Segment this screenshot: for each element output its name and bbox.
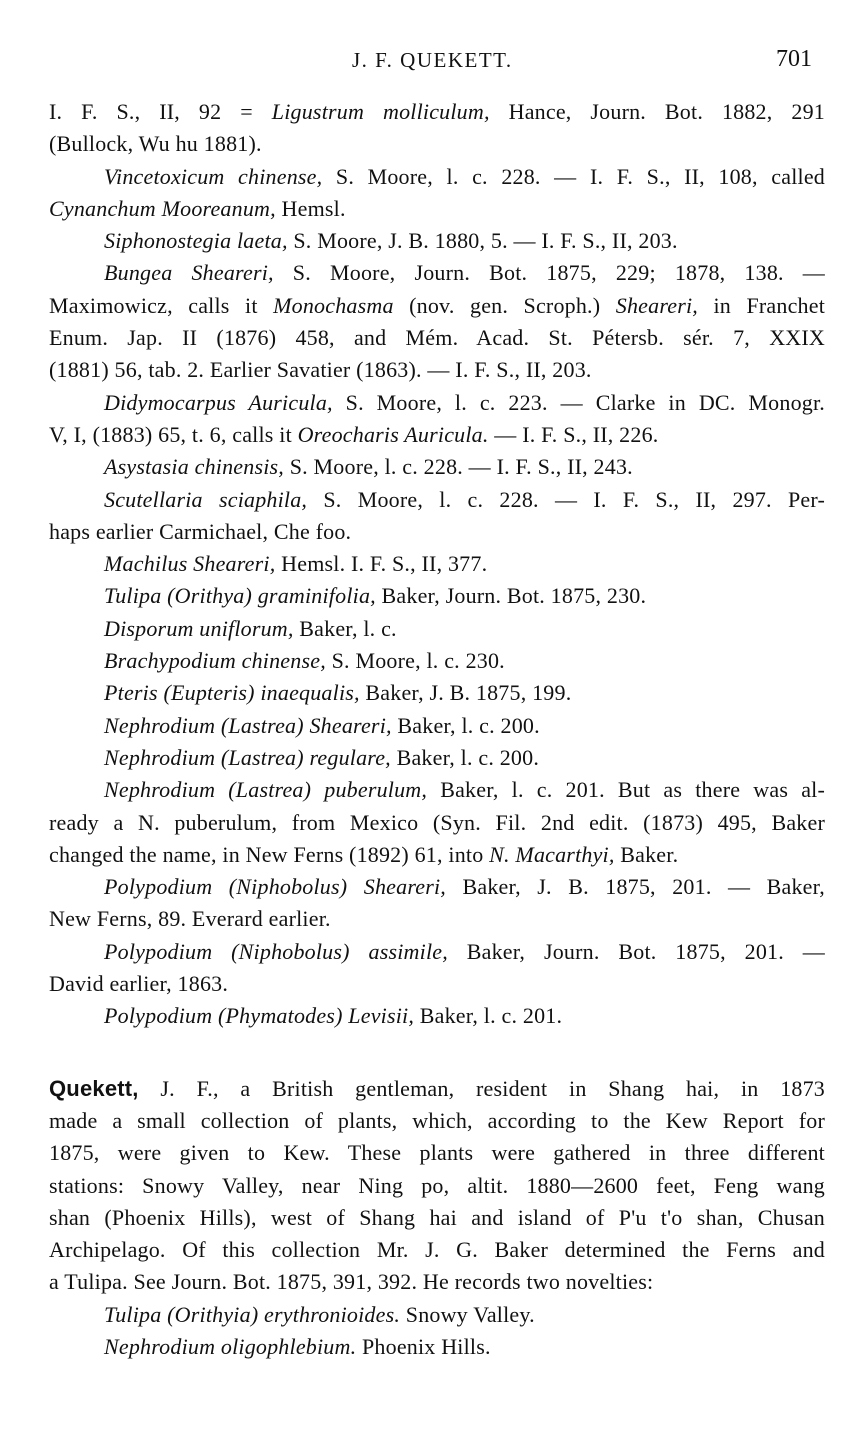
taxon-name: Ligustrum molliculum, bbox=[271, 99, 490, 124]
text-line: Didymocarpus Auricula, S. Moore, l. c. 223. — Clarke in DC. Monogr. bbox=[104, 389, 825, 415]
text-line: David earlier, 1863. bbox=[49, 971, 229, 997]
text-line: Brachypodium chinense, S. Moore, l. c. 230. bbox=[104, 648, 505, 674]
text-line: New Ferns, 89. Everard earlier. bbox=[49, 906, 331, 932]
text-line: stations: Snowy Valley, near Ning po, altit. 1880—2600 feet, Feng wang bbox=[49, 1172, 825, 1198]
text-line: Pteris (Eupteris) inaequalis, Baker, J. B. 1875, 199. bbox=[104, 680, 572, 706]
text-line: haps earlier Carmichael, Che foo. bbox=[49, 518, 352, 544]
text-line: 1875, were given to Kew. These plants were gathered in three different bbox=[49, 1140, 825, 1166]
text-line: ready a N. puberulum, from Mexico (Syn. Fil. 2nd edit. (1873) 495, Baker bbox=[49, 809, 825, 835]
text-line: Archipelago. Of this collection Mr. J. G. Baker determined the Ferns and bbox=[49, 1237, 825, 1263]
taxon-name: Polypodium (Niphobolus) assimile, bbox=[104, 938, 448, 964]
text-line: Quekett, J. F., a British gentleman, resident in Shang hai, in 1873 bbox=[49, 1075, 825, 1101]
text-line: changed the name, in New Ferns (1892) 61, into N. Macarthyi, Baker. bbox=[49, 841, 679, 867]
text-line: V, I, (1883) 65, t. 6, calls it Oreocharis Auricula. — I. F. S., II, 226. bbox=[49, 421, 659, 447]
text-line: Vincetoxicum chinense, S. Moore, l. c. 228. — I. F. S., II, 108, called bbox=[104, 163, 825, 189]
text-line: Siphonostegia laeta, S. Moore, J. B. 1880, 5. — I. F. S., II, 203. bbox=[104, 228, 678, 254]
taxon-name: Pteris (Eupteris) inaequalis, bbox=[104, 680, 360, 706]
taxon-name: Brachypodium chinense, bbox=[104, 648, 326, 674]
taxon-name: Nephrodium (Lastrea) puberulum, bbox=[104, 777, 428, 803]
text-line: Bungea Sheareri, S. Moore, Journ. Bot. 1875, 229; 1878, 138. — bbox=[104, 260, 825, 286]
taxon-name: Bungea Sheareri, bbox=[104, 260, 274, 286]
text-line: Asystasia chinensis, S. Moore, l. c. 228. — I. F. S., II, 243. bbox=[104, 454, 633, 480]
taxon-name: Asystasia chinensis, bbox=[104, 454, 284, 480]
taxon-name: N. Macarthyi, bbox=[489, 841, 615, 867]
text-line: made a small collection of plants, which, according to the Kew Report for bbox=[49, 1107, 825, 1133]
running-head: J. F. QUEKETT. bbox=[352, 48, 513, 72]
text-line: Nephrodium (Lastrea) regulare, Baker, l. c. 200. bbox=[104, 744, 540, 770]
text-line: Polypodium (Phymatodes) Levisii, Baker, l. c. 201. bbox=[104, 1003, 563, 1029]
text-line: Polypodium (Niphobolus) Sheareri, Baker, J. B. 1875, 201. — Baker, bbox=[104, 874, 825, 900]
text-line: (1881) 56, tab. 2. Earlier Savatier (1863). — I. F. S., II, 203. bbox=[49, 357, 592, 383]
taxon-name: Nephrodium (Lastrea) Sheareri, bbox=[104, 712, 392, 738]
taxon-name: Monochasma bbox=[273, 292, 394, 318]
taxon-name: Tulipa (Orithya) graminifolia, bbox=[104, 583, 376, 609]
taxon-name: Cynanchum Mooreanum, bbox=[49, 195, 276, 221]
text-line: Tulipa (Orithyia) erythronioides. Snowy Valley. bbox=[104, 1301, 535, 1327]
taxon-name: Tulipa (Orithyia) erythronioides. bbox=[104, 1301, 401, 1327]
text-line: Nephrodium oligophlebium. Phoenix Hills. bbox=[104, 1333, 491, 1359]
taxon-name: Polypodium (Niphobolus) Sheareri, bbox=[104, 874, 447, 900]
text-line: a Tulipa. See Journ. Bot. 1875, 391, 392. He records two novelties: bbox=[49, 1269, 654, 1295]
text-line: (Bullock, Wu hu 1881). bbox=[49, 131, 262, 157]
taxon-name: Scutellaria sciaphila, bbox=[104, 486, 308, 512]
text-line: Enum. Jap. II (1876) 458, and Mém. Acad. St. Pétersb. sér. 7, XXIX bbox=[49, 325, 825, 351]
taxon-name: Siphonostegia laeta, bbox=[104, 228, 288, 254]
taxon-name: Nephrodium (Lastrea) regulare, bbox=[104, 744, 391, 770]
text-line: Polypodium (Niphobolus) assimile, Baker, Journ. Bot. 1875, 201. — bbox=[104, 938, 825, 964]
text-line: Nephrodium (Lastrea) Sheareri, Baker, l. c. 200. bbox=[104, 712, 540, 738]
text-line: Machilus Sheareri, Hemsl. I. F. S., II, 377. bbox=[104, 551, 488, 577]
text-line: shan (Phoenix Hills), west of Shang hai and island of P'u t'o shan, Chusan bbox=[49, 1204, 825, 1230]
taxon-name: Oreocharis Auricula. bbox=[297, 421, 489, 447]
page-header bbox=[0, 40, 850, 80]
body-text bbox=[49, 96, 825, 1363]
taxon-name: Machilus Sheareri, bbox=[104, 551, 276, 577]
text-line: Disporum uniflorum, Baker, l. c. bbox=[104, 615, 397, 641]
text-line: Scutellaria sciaphila, S. Moore, l. c. 228. — I. F. S., II, 297. Per- bbox=[104, 486, 825, 512]
taxon-name: Polypodium (Phymatodes) Levisii, bbox=[104, 1003, 415, 1029]
taxon-name: Disporum uniflorum, bbox=[104, 615, 294, 641]
taxon-name: Sheareri, bbox=[615, 292, 698, 318]
text-line: Cynanchum Mooreanum, Hemsl. bbox=[49, 195, 346, 221]
entry-heading: Quekett, bbox=[49, 1075, 139, 1101]
text-line: Nephrodium (Lastrea) puberulum, Baker, l. c. 201. But as there was al- bbox=[104, 777, 826, 803]
text-line: I. F. S., II, 92 = Ligustrum molliculum, Hance, Journ. Bot. 1882, 291 bbox=[49, 99, 825, 124]
text-line: Maximowicz, calls it Monochasma (nov. gen. Scroph.) Sheareri, in Franchet bbox=[49, 292, 826, 318]
taxon-name: Didymocarpus Auricula, bbox=[104, 389, 333, 415]
page-number: 701 bbox=[776, 46, 812, 72]
paragraph-gap bbox=[49, 1033, 825, 1073]
taxon-name: Nephrodium oligophlebium. bbox=[104, 1333, 357, 1359]
text-line: Tulipa (Orithya) graminifolia, Baker, Journ. Bot. 1875, 230. bbox=[104, 583, 647, 609]
taxon-name: Vincetoxicum chinense, bbox=[104, 163, 323, 189]
